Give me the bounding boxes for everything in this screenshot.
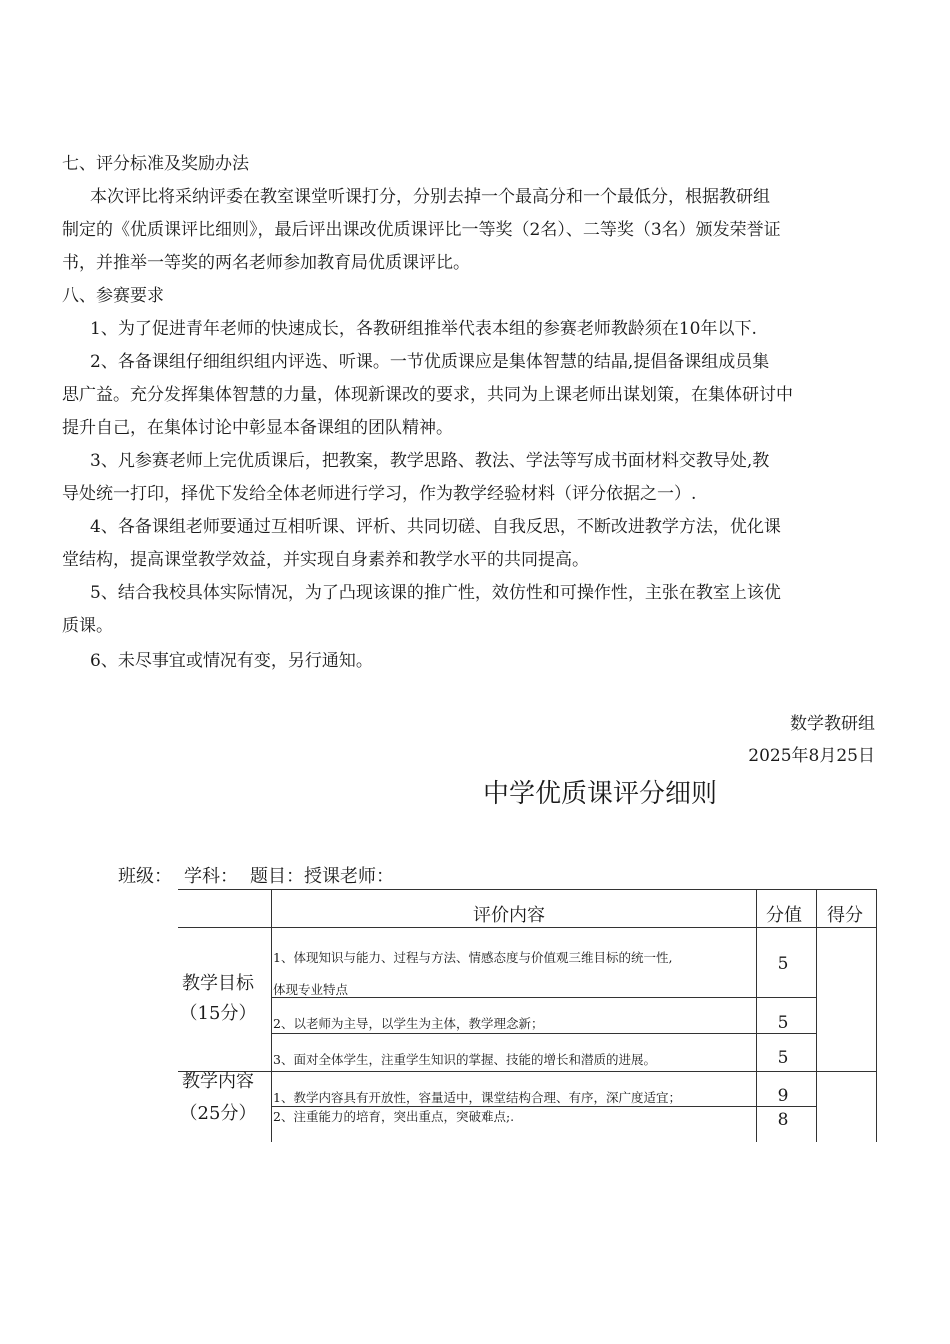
criterion-points: 5 xyxy=(777,1013,789,1033)
criterion-text: 3、面对全体学生，注重学生知识的掌握、技能的增长和潜质的进展。 xyxy=(273,1052,656,1067)
section8-item2-line-2: 思广益。充分发挥集体智慧的力量，体现新课改的要求，共同为上课老师出谋划策，在集体研讨中 xyxy=(62,385,793,405)
criterion-text: 1、教学内容具有开放性，容量适中，课堂结构合理、有序，深广度适宜； xyxy=(273,1090,681,1105)
rubric-title: 中学优质课评分细则 xyxy=(483,779,718,809)
header-points: 分值 xyxy=(766,905,802,926)
criterion-text: 1、体现知识与能力、过程与方法、情感态度与价值观三维目标的统一性, xyxy=(273,950,673,965)
section8-heading: 八、参赛要求 xyxy=(62,286,164,306)
section7-line-2: 制定的《优质课评比细则》，最后评出课改优质课评比一等奖（2名）、二等奖（3名）颁发荣誉证 xyxy=(62,220,781,240)
section8-item3-line-2: 导处统一打印，择优下发给全体老师进行学习，作为教学经验材料（评分依据之一）. xyxy=(62,484,697,504)
category-name: 教学目标 xyxy=(182,973,254,994)
signature-date: 2025年8月25日 xyxy=(748,746,875,766)
section8-item2-line-3: 提升自己，在集体讨论中彰显本备课组的团队精神。 xyxy=(62,418,453,438)
teacher-label: 授课老师： xyxy=(304,866,394,887)
criterion-text: 体现专业特点 xyxy=(273,982,349,997)
section8-item1-line-1: 1、为了促进青年老师的快速成长，各教研组推举代表本组的参赛老师教龄须在10年以下. xyxy=(90,319,757,339)
criterion-points: 5 xyxy=(777,1048,789,1068)
header-content: 评价内容 xyxy=(473,905,545,926)
category-total: （15分） xyxy=(179,1003,257,1024)
section8-item6-line-1: 6、未尽事宜或情况有变，另行通知。 xyxy=(90,651,373,671)
section7-line-3: 书，并推举一等奖的两名老师参加教育局优质课评比。 xyxy=(62,253,470,273)
subject-label: 学科： xyxy=(184,866,238,887)
criterion-text: 2、以老师为主导，以学生为主体，教学理念新； xyxy=(273,1016,544,1031)
section8-item3-line-1: 3、凡参赛老师上完优质课后，把教案，教学思路、教法、学法等写成书面材料交教导处,教 xyxy=(90,451,770,471)
criterion-points: 9 xyxy=(777,1086,789,1106)
section8-item4-line-2: 堂结构，提高课堂教学效益，并实现自身素养和教学水平的共同提高。 xyxy=(62,550,589,570)
section8-item4-line-1: 4、各备课组老师要通过互相听课、评析、共同切磋、自我反思，不断改进教学方法，优化课 xyxy=(90,517,781,537)
section8-item5-line-2: 质课。 xyxy=(62,616,113,636)
criterion-text: 2、注重能力的培育，突出重点，突破难点;. xyxy=(273,1109,515,1124)
section8-item5-line-1: 5、结合我校具体实际情况，为了凸现该课的推广性，效仿性和可操作性，主张在教室上该优 xyxy=(90,583,781,603)
topic-label: 题目： xyxy=(250,866,304,887)
signature-org: 数学教研组 xyxy=(790,714,875,734)
category-name: 教学内容 xyxy=(182,1071,254,1092)
header-score: 得分 xyxy=(827,905,863,926)
section8-item2-line-1: 2、各备课组仔细组织组内评选、听课。一节优质课应是集体智慧的结晶,提倡备课组成员集 xyxy=(90,352,770,372)
rubric-meta xyxy=(118,866,394,888)
criterion-points: 8 xyxy=(777,1110,789,1130)
section7-line-1: 本次评比将采纳评委在教室课堂听课打分，分别去掉一个最高分和一个最低分，根据教研组 xyxy=(90,187,770,207)
criterion-points: 5 xyxy=(777,954,789,974)
class-label: 班级： xyxy=(118,866,172,887)
category-total: （25分） xyxy=(179,1103,257,1124)
section7-heading: 七、评分标准及奖励办法 xyxy=(62,154,249,174)
